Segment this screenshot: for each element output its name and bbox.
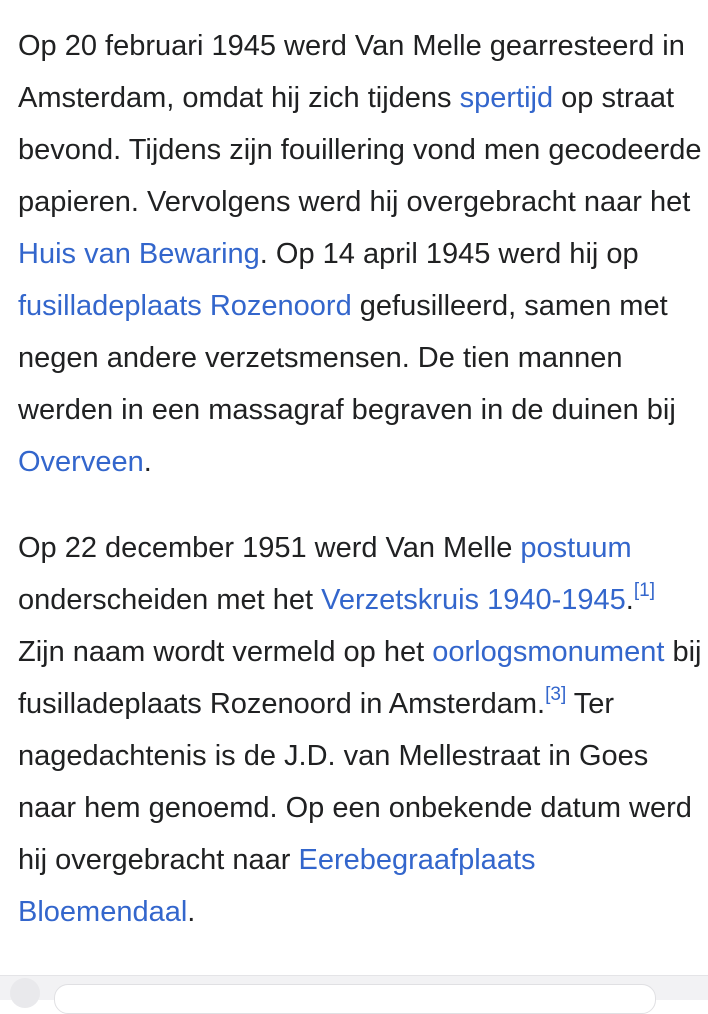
- paragraph-text: . Op 14 april 1945 werd hij op: [259, 238, 639, 270]
- wiki-link[interactable]: postuum: [520, 532, 632, 564]
- paragraph-text: Zijn naam wordt vermeld op het: [18, 636, 433, 668]
- paragraph: [18, 20, 702, 488]
- browser-bottom-toolbar: [0, 975, 708, 1000]
- paragraph: [18, 522, 702, 938]
- wiki-link[interactable]: fusilladeplaats Rozenoord: [18, 290, 352, 322]
- reference-superscript: [545, 684, 566, 705]
- paragraph-text: bij fusilladeplaats Rozenoord in Amsterdam.: [18, 636, 702, 720]
- paragraph-text: .: [625, 584, 634, 616]
- paragraph-text: Op 22 december 1951 werd Van Melle: [18, 532, 521, 564]
- wiki-link[interactable]: Verzetskruis 1940-1945: [321, 584, 626, 616]
- paragraph-text: gefusilleerd, samen met negen andere verzetsmensen. De tien mannen werden in een massagraf begraven in de duinen bij: [18, 290, 676, 426]
- paragraph-text: .: [143, 446, 152, 478]
- paragraph-text: onderscheiden met het: [18, 584, 322, 616]
- paragraph-text: .: [187, 896, 196, 928]
- wiki-link[interactable]: oorlogsmonument: [432, 636, 665, 668]
- toolbar-button[interactable]: [10, 978, 40, 1008]
- paragraph-text: Op 20 februari 1945 werd Van Melle gearresteerd in Amsterdam, omdat hij zich tijdens: [18, 30, 685, 114]
- reference-link[interactable]: [1]: [633, 580, 655, 602]
- paragraph-text: op straat bevond. Tijdens zijn fouillering vond men gecodeerde papieren. Vervolgens werd hij overgebracht naar het: [18, 82, 702, 218]
- wiki-link[interactable]: Huis van Bewaring: [18, 238, 260, 270]
- paragraph-text: Ter nagedachtenis is de J.D. van Mellestraat in Goes naar hem genoemd. Op een onbekende datum werd hij overgebracht naar: [18, 688, 692, 876]
- address-bar[interactable]: [54, 984, 656, 1014]
- wiki-link[interactable]: Eerebegraafplaats Bloemendaal: [18, 844, 536, 928]
- reference-link[interactable]: [3]: [545, 684, 567, 706]
- wiki-link[interactable]: Overveen: [18, 446, 144, 478]
- article-body: [18, 20, 702, 938]
- wiki-link[interactable]: spertijd: [459, 82, 554, 114]
- reference-superscript: [634, 580, 655, 601]
